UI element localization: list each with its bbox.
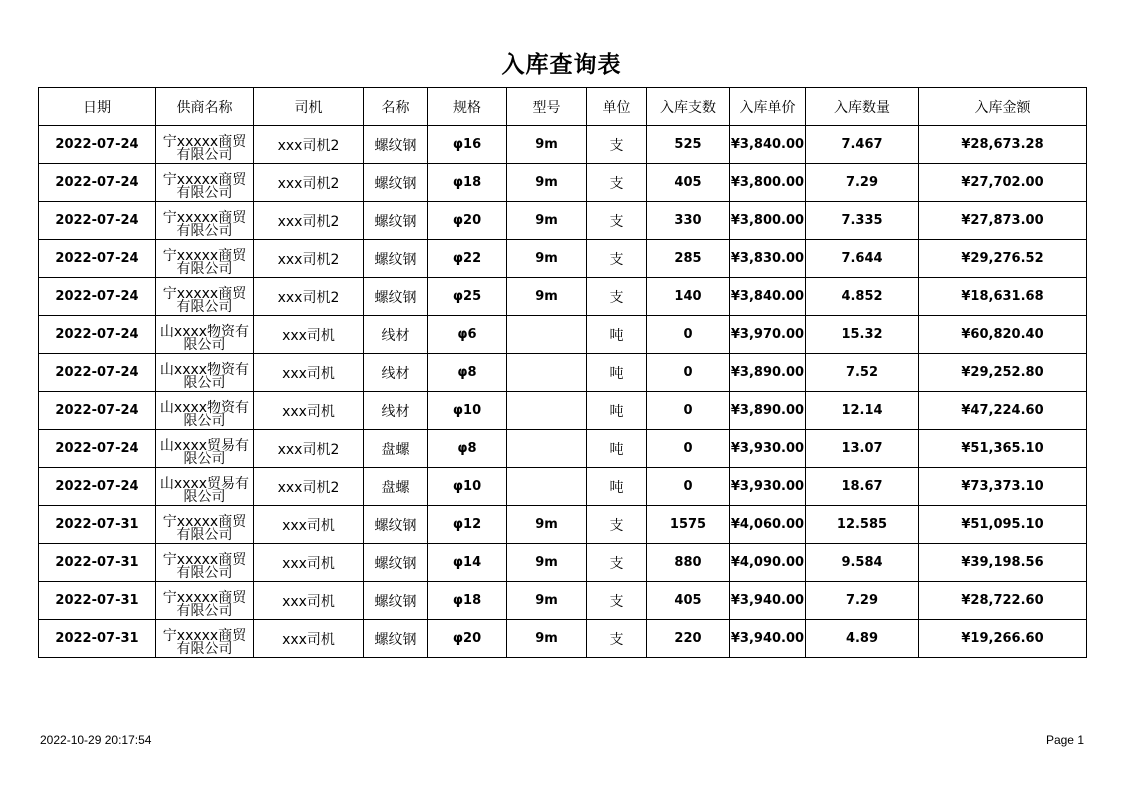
cell-count: 220 — [647, 620, 730, 658]
cell-model: 9m — [507, 544, 587, 582]
cell-unit: 吨 — [587, 430, 647, 468]
cell-name: 螺纹钢 — [364, 506, 428, 544]
cell-count: 405 — [647, 164, 730, 202]
col-header-unit: 单位 — [587, 88, 647, 126]
cell-amount: ¥19,266.60 — [919, 620, 1087, 658]
header-row — [39, 88, 1087, 126]
col-header-count: 入库支数 — [647, 88, 730, 126]
cell-amount: ¥73,373.10 — [919, 468, 1087, 506]
cell-spec: φ22 — [428, 240, 507, 278]
cell-name: 线材 — [364, 392, 428, 430]
cell-name: 螺纹钢 — [364, 544, 428, 582]
cell-model: 9m — [507, 620, 587, 658]
cell-supplier — [156, 392, 254, 430]
table-row — [39, 126, 1087, 164]
cell-spec: φ20 — [428, 202, 507, 240]
cell-count: 1575 — [647, 506, 730, 544]
cell-qty: 7.52 — [806, 354, 919, 392]
cell-count: 140 — [647, 278, 730, 316]
cell-price: ¥3,930.00 — [730, 430, 806, 468]
cell-amount: ¥18,631.68 — [919, 278, 1087, 316]
cell-price: ¥3,830.00 — [730, 240, 806, 278]
cell-name: 螺纹钢 — [364, 582, 428, 620]
col-header-date: 日期 — [39, 88, 156, 126]
cell-name: 螺纹钢 — [364, 164, 428, 202]
cell-amount: ¥29,276.52 — [919, 240, 1087, 278]
cell-driver: xxx司机2 — [254, 468, 364, 506]
cell-name: 螺纹钢 — [364, 620, 428, 658]
cell-qty: 7.644 — [806, 240, 919, 278]
cell-unit: 支 — [587, 278, 647, 316]
cell-model — [507, 430, 587, 468]
cell-price: ¥3,840.00 — [730, 126, 806, 164]
cell-name: 盘螺 — [364, 430, 428, 468]
print-timestamp: 2022-10-29 20:17:54 — [40, 733, 152, 747]
supplier-name: 宁xxxxx商贸有限公司 — [162, 514, 247, 542]
cell-price: ¥3,940.00 — [730, 620, 806, 658]
cell-date: 2022-07-24 — [39, 392, 156, 430]
cell-count: 405 — [647, 582, 730, 620]
cell-date: 2022-07-24 — [39, 430, 156, 468]
cell-amount: ¥29,252.80 — [919, 354, 1087, 392]
cell-supplier — [156, 544, 254, 582]
cell-qty: 12.14 — [806, 392, 919, 430]
cell-date: 2022-07-24 — [39, 202, 156, 240]
col-header-driver: 司机 — [254, 88, 364, 126]
cell-unit: 支 — [587, 620, 647, 658]
cell-unit: 吨 — [587, 354, 647, 392]
cell-supplier — [156, 620, 254, 658]
cell-amount: ¥28,722.60 — [919, 582, 1087, 620]
cell-spec: φ18 — [428, 582, 507, 620]
table-row — [39, 468, 1087, 506]
cell-model — [507, 392, 587, 430]
cell-name: 螺纹钢 — [364, 278, 428, 316]
cell-date: 2022-07-31 — [39, 582, 156, 620]
cell-driver: xxx司机2 — [254, 164, 364, 202]
cell-amount: ¥27,702.00 — [919, 164, 1087, 202]
cell-qty: 7.467 — [806, 126, 919, 164]
cell-driver: xxx司机2 — [254, 430, 364, 468]
table-row — [39, 506, 1087, 544]
cell-spec: φ25 — [428, 278, 507, 316]
table-row — [39, 278, 1087, 316]
cell-count: 0 — [647, 392, 730, 430]
cell-price: ¥4,090.00 — [730, 544, 806, 582]
cell-qty: 18.67 — [806, 468, 919, 506]
cell-price: ¥3,840.00 — [730, 278, 806, 316]
supplier-name: 宁xxxxx商贸有限公司 — [162, 590, 247, 618]
cell-driver: xxx司机 — [254, 316, 364, 354]
cell-supplier — [156, 506, 254, 544]
supplier-name: 山xxxx贸易有限公司 — [159, 476, 250, 504]
supplier-name: 宁xxxxx商贸有限公司 — [162, 286, 247, 314]
cell-unit: 吨 — [587, 392, 647, 430]
cell-model: 9m — [507, 164, 587, 202]
cell-date: 2022-07-24 — [39, 240, 156, 278]
cell-spec: φ8 — [428, 430, 507, 468]
cell-model: 9m — [507, 506, 587, 544]
cell-price: ¥3,970.00 — [730, 316, 806, 354]
page-title: 入库查询表 — [501, 52, 622, 78]
table-row — [39, 544, 1087, 582]
table-row — [39, 620, 1087, 658]
cell-count: 0 — [647, 354, 730, 392]
cell-qty: 4.89 — [806, 620, 919, 658]
cell-price: ¥3,800.00 — [730, 202, 806, 240]
cell-count: 285 — [647, 240, 730, 278]
cell-amount: ¥51,095.10 — [919, 506, 1087, 544]
cell-spec: φ10 — [428, 468, 507, 506]
cell-name: 螺纹钢 — [364, 126, 428, 164]
cell-model — [507, 354, 587, 392]
col-header-qty: 入库数量 — [806, 88, 919, 126]
cell-driver: xxx司机 — [254, 582, 364, 620]
cell-count: 0 — [647, 316, 730, 354]
cell-unit: 支 — [587, 126, 647, 164]
cell-qty: 4.852 — [806, 278, 919, 316]
cell-date: 2022-07-24 — [39, 126, 156, 164]
cell-supplier — [156, 354, 254, 392]
cell-date: 2022-07-24 — [39, 316, 156, 354]
cell-model — [507, 316, 587, 354]
cell-name: 线材 — [364, 316, 428, 354]
cell-model: 9m — [507, 202, 587, 240]
cell-spec: φ8 — [428, 354, 507, 392]
page-number: Page 1 — [1045, 733, 1084, 747]
cell-qty: 15.32 — [806, 316, 919, 354]
supplier-name: 宁xxxxx商贸有限公司 — [162, 628, 247, 656]
cell-amount: ¥28,673.28 — [919, 126, 1087, 164]
cell-unit: 支 — [587, 240, 647, 278]
cell-amount: ¥51,365.10 — [919, 430, 1087, 468]
supplier-name: 宁xxxxx商贸有限公司 — [162, 248, 247, 276]
cell-supplier — [156, 316, 254, 354]
table-row — [39, 240, 1087, 278]
cell-supplier — [156, 126, 254, 164]
cell-unit: 吨 — [587, 316, 647, 354]
cell-qty: 12.585 — [806, 506, 919, 544]
col-header-model: 型号 — [507, 88, 587, 126]
cell-supplier — [156, 468, 254, 506]
cell-spec: φ12 — [428, 506, 507, 544]
report-table — [38, 87, 1087, 658]
cell-driver: xxx司机2 — [254, 202, 364, 240]
cell-amount: ¥60,820.40 — [919, 316, 1087, 354]
table-row — [39, 354, 1087, 392]
cell-spec: φ20 — [428, 620, 507, 658]
cell-driver: xxx司机2 — [254, 240, 364, 278]
cell-count: 525 — [647, 126, 730, 164]
cell-spec: φ14 — [428, 544, 507, 582]
cell-supplier — [156, 202, 254, 240]
cell-spec: φ10 — [428, 392, 507, 430]
table-row — [39, 430, 1087, 468]
supplier-name: 山xxxx物资有限公司 — [159, 324, 250, 352]
cell-supplier — [156, 164, 254, 202]
cell-unit: 支 — [587, 164, 647, 202]
cell-qty: 7.29 — [806, 164, 919, 202]
cell-date: 2022-07-31 — [39, 506, 156, 544]
cell-model: 9m — [507, 240, 587, 278]
table-row — [39, 392, 1087, 430]
cell-count: 0 — [647, 430, 730, 468]
cell-driver: xxx司机 — [254, 544, 364, 582]
supplier-name: 宁xxxxx商贸有限公司 — [162, 210, 247, 238]
cell-amount: ¥39,198.56 — [919, 544, 1087, 582]
col-header-name: 名称 — [364, 88, 428, 126]
cell-name: 线材 — [364, 354, 428, 392]
supplier-name: 宁xxxxx商贸有限公司 — [162, 134, 247, 162]
cell-name: 螺纹钢 — [364, 240, 428, 278]
cell-driver: xxx司机2 — [254, 126, 364, 164]
cell-unit: 支 — [587, 544, 647, 582]
cell-supplier — [156, 240, 254, 278]
cell-spec: φ16 — [428, 126, 507, 164]
cell-name: 盘螺 — [364, 468, 428, 506]
cell-model: 9m — [507, 126, 587, 164]
cell-date: 2022-07-24 — [39, 164, 156, 202]
col-header-price: 入库单价 — [730, 88, 806, 126]
cell-price: ¥3,800.00 — [730, 164, 806, 202]
cell-model: 9m — [507, 582, 587, 620]
cell-qty: 7.335 — [806, 202, 919, 240]
supplier-name: 山xxxx物资有限公司 — [159, 400, 250, 428]
cell-supplier — [156, 582, 254, 620]
cell-driver: xxx司机 — [254, 392, 364, 430]
cell-amount: ¥27,873.00 — [919, 202, 1087, 240]
supplier-name: 山xxxx贸易有限公司 — [159, 438, 250, 466]
cell-count: 880 — [647, 544, 730, 582]
cell-name: 螺纹钢 — [364, 202, 428, 240]
table-row — [39, 164, 1087, 202]
cell-price: ¥4,060.00 — [730, 506, 806, 544]
col-header-supplier: 供商名称 — [156, 88, 254, 126]
cell-unit: 支 — [587, 582, 647, 620]
col-header-amount: 入库金额 — [919, 88, 1087, 126]
cell-price: ¥3,890.00 — [730, 392, 806, 430]
cell-spec: φ6 — [428, 316, 507, 354]
cell-driver: xxx司机 — [254, 506, 364, 544]
cell-date: 2022-07-31 — [39, 620, 156, 658]
cell-spec: φ18 — [428, 164, 507, 202]
cell-driver: xxx司机 — [254, 620, 364, 658]
cell-driver: xxx司机2 — [254, 278, 364, 316]
cell-date: 2022-07-24 — [39, 278, 156, 316]
cell-price: ¥3,940.00 — [730, 582, 806, 620]
cell-price: ¥3,890.00 — [730, 354, 806, 392]
cell-price: ¥3,930.00 — [730, 468, 806, 506]
supplier-name: 宁xxxxx商贸有限公司 — [162, 552, 247, 580]
cell-date: 2022-07-24 — [39, 468, 156, 506]
cell-model — [507, 468, 587, 506]
cell-date: 2022-07-31 — [39, 544, 156, 582]
cell-qty: 9.584 — [806, 544, 919, 582]
cell-count: 330 — [647, 202, 730, 240]
cell-driver: xxx司机 — [254, 354, 364, 392]
cell-supplier — [156, 430, 254, 468]
cell-date: 2022-07-24 — [39, 354, 156, 392]
table-row — [39, 202, 1087, 240]
cell-unit: 吨 — [587, 468, 647, 506]
cell-supplier — [156, 278, 254, 316]
cell-unit: 支 — [587, 202, 647, 240]
table-row — [39, 582, 1087, 620]
cell-model: 9m — [507, 278, 587, 316]
supplier-name: 山xxxx物资有限公司 — [159, 362, 250, 390]
cell-qty: 13.07 — [806, 430, 919, 468]
supplier-name: 宁xxxxx商贸有限公司 — [162, 172, 247, 200]
table-body — [39, 126, 1087, 658]
cell-count: 0 — [647, 468, 730, 506]
cell-qty: 7.29 — [806, 582, 919, 620]
table-row — [39, 316, 1087, 354]
col-header-spec: 规格 — [428, 88, 507, 126]
cell-unit: 支 — [587, 506, 647, 544]
cell-amount: ¥47,224.60 — [919, 392, 1087, 430]
